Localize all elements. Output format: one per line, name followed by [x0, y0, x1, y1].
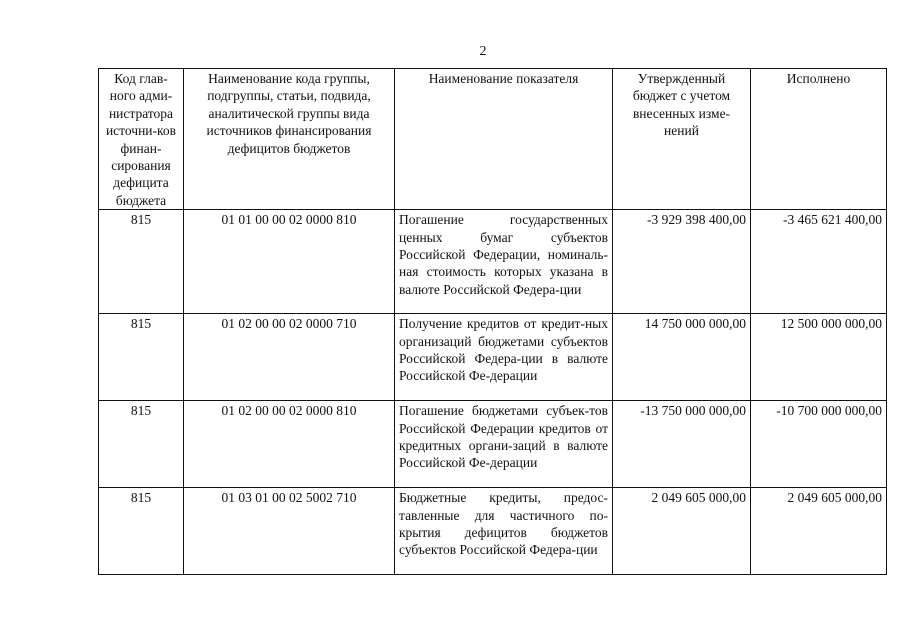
admin-code-cell: 815 — [99, 314, 184, 401]
header-admin-code: Код глав-ного адми-нистратора источни-ков финан-сирования дефицита бюджета — [99, 69, 184, 210]
approved-budget-cell: -13 750 000 000,00 — [613, 401, 751, 488]
table-row — [99, 401, 887, 488]
indicator-name-cell — [395, 488, 613, 575]
classification-code-cell: 01 03 01 00 02 5002 710 — [184, 488, 395, 575]
table-header-row — [99, 69, 887, 210]
budget-sources-table — [98, 68, 887, 575]
executed-cell: -10 700 000 000,00 — [751, 401, 887, 488]
header-classification-code: Наименование кода группы, подгруппы, статьи, подвида, аналитической группы вида источников финансирования дефицитов бюджетов — [184, 69, 395, 210]
admin-code-cell: 815 — [99, 210, 184, 314]
header-approved-budget: Утвержденный бюджет с учетом внесенных изме-нений — [613, 69, 751, 210]
table-row — [99, 314, 887, 401]
table-row — [99, 210, 887, 314]
page-number: 2 — [479, 44, 487, 59]
admin-code-cell: 815 — [99, 488, 184, 575]
approved-budget-cell: 2 049 605 000,00 — [613, 488, 751, 575]
indicator-name-text: Погашение государственных ценных бумаг субъектов Российской Федерации, номиналь-ная стоимость которых указана в валюте Российской Федера-ции — [399, 212, 608, 297]
classification-code-cell: 01 02 00 00 02 0000 710 — [184, 314, 395, 401]
classification-code-cell: 01 02 00 00 02 0000 810 — [184, 401, 395, 488]
indicator-name-cell — [395, 314, 613, 401]
approved-budget-cell: -3 929 398 400,00 — [613, 210, 751, 314]
executed-cell: -3 465 621 400,00 — [751, 210, 887, 314]
table-row — [99, 488, 887, 575]
indicator-name-text: Получение кредитов от кредит-ных организаций бюджетами субъектов Российской Федера-ции в валюте Российской Фе-дерации — [399, 316, 608, 384]
admin-code-cell: 815 — [99, 401, 184, 488]
indicator-name-text: Бюджетные кредиты, предос-тавленные для частичного по-крытия дефицитов бюджетов субъектов Российской Федера-ции — [399, 490, 608, 558]
executed-cell: 2 049 605 000,00 — [751, 488, 887, 575]
executed-cell: 12 500 000 000,00 — [751, 314, 887, 401]
header-executed: Исполнено — [751, 69, 887, 210]
approved-budget-cell: 14 750 000 000,00 — [613, 314, 751, 401]
indicator-name-text: Погашение бюджетами субъек-тов Российской Федерации кредитов от кредитных органи-заций в валюте Российской Фе-дерации — [399, 403, 608, 471]
classification-code-cell: 01 01 00 00 02 0000 810 — [184, 210, 395, 314]
indicator-name-cell — [395, 401, 613, 488]
indicator-name-cell — [395, 210, 613, 314]
header-indicator-name: Наименование показателя — [395, 69, 613, 210]
